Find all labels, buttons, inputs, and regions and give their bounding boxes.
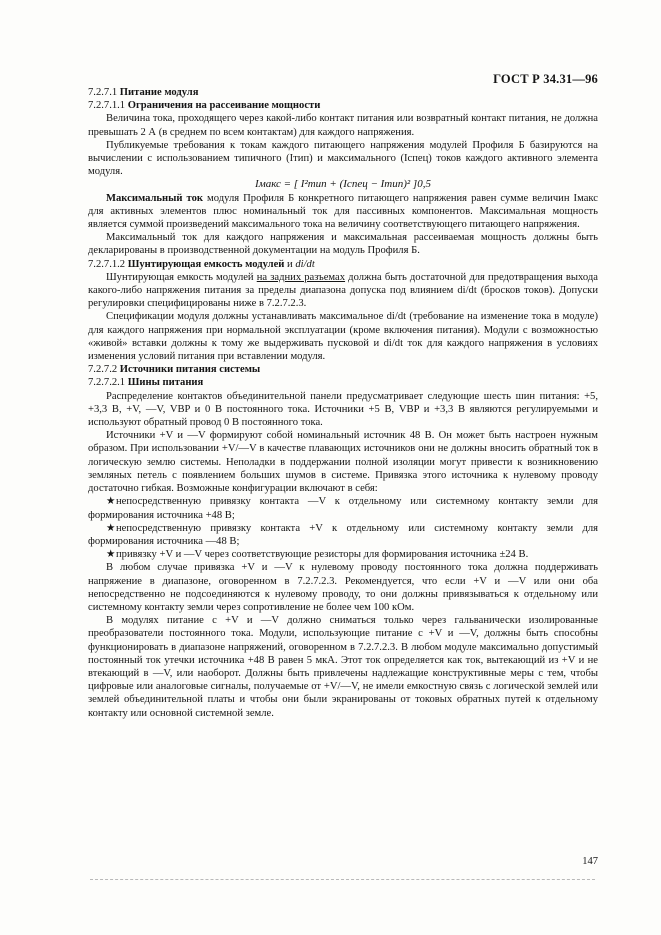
section-number: 7.2.7.1.1 xyxy=(88,100,126,112)
section-number: 7.2.7.2 xyxy=(88,364,118,376)
document-body xyxy=(88,86,598,720)
section-heading-72711 xyxy=(88,99,598,112)
star-bullet-icon: ★ xyxy=(106,496,116,508)
paragraph: Максимальный ток для каждого напряжения и максимальная рассеиваемая мощность должны быть декларированы в производственной документации на модуль Профиля Б. xyxy=(88,232,598,257)
bullet-item xyxy=(88,522,598,548)
paragraph xyxy=(88,271,598,311)
page-number: 147 xyxy=(582,856,598,867)
paragraph: Публикуемые требования к токам каждого питающего напряжения модулей Профиля Б базируются на вычислении с использованием типичного (Iтип) и максимального (Iспец) токов каждого активного элемента модуля. xyxy=(88,139,598,178)
bullet-text: привязку +V и —V через соответствующие резисторы для формирования источника ±24 В. xyxy=(116,549,529,561)
section-heading-72712 xyxy=(88,258,598,271)
section-number: 7.2.7.2.1 xyxy=(88,377,126,389)
paragraph: Величина тока, проходящего через какой-либо контакт питания или возвратный контакт питания, не должна превышать 2 А (в среднем по всем контактам) для каждого напряжения. xyxy=(88,113,598,138)
paragraph: В любом случае привязка +V и —V к нулевому проводу постоянного тока должна поддерживать напряжение в диапазоне, оговоренном в 7.2.7.2.3. Рекомендуется, что если +V и —V или они оба непосредственно не подсоединяются к нулевому проводу, то они должны привязываться к отдельному или системному контакту земли через сопротивление не более чем 100 кОм. xyxy=(88,562,598,613)
section-number: 7.2.7.1 xyxy=(88,87,118,98)
section-title-didt: di/dt xyxy=(295,258,315,270)
footer-divider xyxy=(90,879,595,880)
star-bullet-icon: ★ xyxy=(106,549,116,561)
section-title: Ограничения на рассеивание мощности xyxy=(127,100,321,112)
bullet-text: непосредственную привязку контакта +V к отдельному или системному контакту земли для формирования источника —48 В; xyxy=(88,522,598,547)
section-number: 7.2.7.1.2 xyxy=(88,258,126,270)
bullet-item xyxy=(88,548,598,561)
paragraph: В модулях питание с +V и —V должно сниматься только через гальванически изолированные преобразователи постоянного тока. Модули, использующие питание с +V и —V, должны быть способны функционировать в диапазоне напряжений, оговоренном в 7.2.7.2.3. В любом модуле максимально допустимый постоянный ток утечки источника +48 В равен 5 мкА. Этот ток определяется как ток, вытекающий из +V и не втекающий в —V, или наоборот. Должны быть привлечены надлежащие конструктивные меры с тем, чтобы цифровые или аналоговые сигналы, получаемые от +V/—V, не имели емкостную связь с логической землей или землей объединительной платы и чтобы они были экранированы от токовых обратных путей к отдельному контакту или основной системной земле. xyxy=(88,615,598,719)
section-heading-72721 xyxy=(88,376,598,389)
bullet-item xyxy=(88,495,598,521)
paragraph: Источники +V и —V формируют собой номинальный источник 48 В. Он может быть настроен нужным образом. При использовании +V/—V в качестве плавающих источников они не должны вносить обратный ток в логическую землю системы. Неполадки в поддержании полной изоляции могут привести к возникновению земляных петель с появлением больших шумов в системе. Привязка этого источника к нулевому проводу достаточно гибкая. Возможные конфигурации включают в себя: xyxy=(88,430,598,495)
section-heading-7272 xyxy=(88,363,598,376)
paragraph xyxy=(88,192,598,232)
star-bullet-icon: ★ xyxy=(106,522,116,534)
underlined-text: на задних разъемах xyxy=(256,271,346,283)
paragraph-text: должна быть достаточной для предотвращения выхода какого-либо напряжения питания за пределы диапазона допуска под влиянием di/dt (бросков токов). Допуски регулировки специфицированы ниже в 7.2.7.2.3. xyxy=(88,271,598,310)
section-title: Шунтирующая емкость модулей xyxy=(127,258,285,270)
section-heading-7271 xyxy=(88,86,598,99)
section-title: Источники питания системы xyxy=(119,364,261,376)
paragraph-text: Шунтирующая емкость модулей xyxy=(106,271,257,283)
formula: Iмакс = [ I²тип + (Iспец − Iтип)² ]0,5 xyxy=(255,178,431,191)
paragraph-text: модуля Профиля Б конкретного питающего напряжения равен сумме величин Iмакс для активных элементов плюс номинальный ток для пассивных компонентов. Максимальная мощность является суммой произведений максимального тока на величину соответствующего питающего напряжения. xyxy=(88,192,598,231)
section-title: Питание модуля xyxy=(119,87,199,98)
paragraph: Распределение контактов объединительной панели предусматривает следующие шесть шин питания: +5, +3,3 В, +V, —V, VBP и 0 В постоянного тока. Источники +5 В, VBP и +3,3 В являются регулируемыми и используют обратный провод 0 В постоянного тока. xyxy=(88,390,598,429)
paragraph: Спецификации модуля должны устанавливать максимальное di/dt (требование на изменение тока в модуле) для каждого напряжения при нормальной эксплуатации (кроме включения питания). Модули с возможностью «живой» вставки должны к тому же выдерживать пусковой и di/dt ток для каждого напряжения в условиях изменения условий питания при вставлении модуля. xyxy=(88,311,598,363)
section-title-conj: и xyxy=(287,258,293,270)
section-title: Шины питания xyxy=(127,377,204,389)
standard-header: ГОСТ Р 34.31—96 xyxy=(493,72,598,86)
bold-term: Максимальный ток xyxy=(106,192,203,204)
bullet-text: непосредственную привязку контакта —V к отдельному или системному контакту земли для формирования источника +48 В; xyxy=(88,496,598,521)
